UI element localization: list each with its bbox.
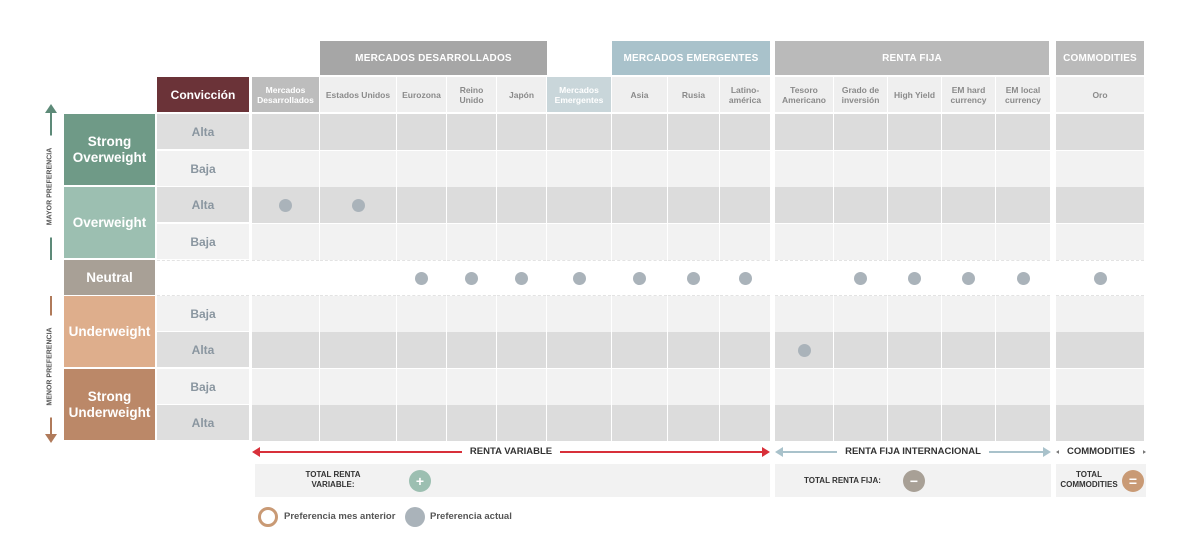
conviction-label: Baja [157,224,249,259]
column-divider [396,114,397,441]
group-header-1: MERCADOS EMERGENTES [612,41,770,75]
grid-cell [720,405,770,441]
grid-cell [668,114,719,150]
grid-cell [397,114,446,150]
column-header-1: Estados Unidos [320,77,396,112]
grid-cell [1056,332,1144,368]
grid-cell [612,187,667,223]
current-preference-dot [798,344,811,357]
column-divider [774,114,775,441]
column-divider [319,114,320,441]
grid-cell [497,224,546,260]
grid-cell [996,369,1050,405]
grid-cell [497,296,546,332]
level-neutral: Neutral [64,260,155,295]
grid-cell [720,151,770,187]
grid-cell [996,332,1050,368]
grid-cell [447,296,496,332]
renta-fija-arrow-left-arrow-icon [775,447,783,457]
renta-variable-arrow-left-arrow-icon [252,447,260,457]
grid-cell [252,332,319,368]
grid-cell [888,114,941,150]
current-preference-dot [687,272,700,285]
total-rv-label: TOTAL RENTA VARIABLE: [305,470,361,489]
grid-cell [320,332,396,368]
conviccion-header: Convicción [157,77,249,112]
grid-cell [1056,296,1144,332]
grid-cell [547,405,611,441]
grid-cell [612,332,667,368]
grid-cell [447,405,496,441]
grid-cell [942,332,995,368]
level-overweight: Overweight [64,187,155,258]
grid-cell [888,369,941,405]
column-divider [719,114,720,441]
grid-cell [320,224,396,260]
renta-variable-arrow-label: RENTA VARIABLE [462,446,560,457]
column-divider [887,114,888,441]
grid-cell [834,405,887,441]
grid-cell [612,369,667,405]
grid-cell [447,187,496,223]
grid-cell [397,332,446,368]
grid-cell [942,405,995,441]
conviction-label: Baja [157,369,249,404]
grid-cell [668,187,719,223]
axis-down-arrow-icon [45,434,57,443]
grid-cell [612,151,667,187]
grid-cell [252,114,319,150]
grid-cell [775,369,833,405]
grid-cell [720,187,770,223]
group-header-3: COMMODITIES [1056,41,1144,75]
current-preference-icon [405,507,425,527]
grid-cell [942,296,995,332]
grid-cell [1056,224,1144,260]
column-divider [833,114,834,441]
current-preference-dot [854,272,867,285]
grid-cell [942,114,995,150]
column-divider [995,114,996,441]
grid-cell [1056,369,1144,405]
grid-cell [775,114,833,150]
current-preference-dot [465,272,478,285]
grid-cell [497,151,546,187]
conviction-label: Baja [157,151,249,186]
grid-cell [834,332,887,368]
total-rf-label: TOTAL RENTA FIJA: [804,476,881,485]
column-header-6: Asia [612,77,667,112]
column-header-13: EM local currency [996,77,1050,112]
current-preference-dot [908,272,921,285]
grid-cell [834,114,887,150]
total-com-equal-icon: = [1122,470,1144,492]
renta-fija-arrow-label-wrap [823,444,1003,458]
grid-cell [888,332,941,368]
grid-cell [720,224,770,260]
column-header-9: Tesoro Americano [775,77,833,112]
grid-cell [497,114,546,150]
grid-cell [497,332,546,368]
grid-cell [252,296,319,332]
column-header-12: EM hard currency [942,77,995,112]
grid-cell [612,296,667,332]
current-preference-dot [279,199,292,212]
group-header-2: RENTA FIJA [775,41,1049,75]
grid-cell [1056,151,1144,187]
grid-cell [888,405,941,441]
grid-cell [397,224,446,260]
conviction-label: Alta [157,405,249,440]
grid-cell [447,332,496,368]
grid-cell [996,296,1050,332]
current-preference-dot [1017,272,1030,285]
column-divider [667,114,668,441]
grid-cell [320,369,396,405]
grid-cell [668,405,719,441]
grid-cell [834,224,887,260]
column-divider [1055,114,1056,441]
conviction-label: Alta [157,114,249,149]
conviction-label: Baja [157,296,249,331]
grid-cell [720,114,770,150]
grid-cell [612,114,667,150]
grid-cell [497,369,546,405]
current-preference-dot [633,272,646,285]
grid-cell [888,224,941,260]
renta-fija-arrow-label: RENTA FIJA INTERNACIONAL [837,446,989,457]
column-header-11: High Yield [888,77,941,112]
grid-cell [252,369,319,405]
grid-cell [1056,405,1144,441]
grid-cell [888,187,941,223]
grid-cell [834,296,887,332]
grid-cell [252,260,319,296]
level-strong-overweight: Strong Overweight [64,114,155,185]
grid-cell [320,114,396,150]
grid-cell [775,151,833,187]
grid-cell [996,187,1050,223]
grid-cell [996,224,1050,260]
current-preference-dot [962,272,975,285]
grid-cell [668,332,719,368]
grid-cell [397,405,446,441]
grid-cell [320,260,396,296]
current-preference-dot [515,272,528,285]
grid-cell [547,187,611,223]
current-preference-dot [573,272,586,285]
grid-cell [775,187,833,223]
grid-cell [397,151,446,187]
column-divider [546,114,547,441]
grid-cell [320,151,396,187]
grid-cell [668,296,719,332]
grid-cell [252,224,319,260]
grid-cell [668,369,719,405]
grid-cell [252,405,319,441]
column-divider [611,114,612,441]
column-header-2: Eurozona [397,77,446,112]
grid-cell [996,151,1050,187]
legend-current: Preferencia actual [430,511,512,522]
grid-cell [775,224,833,260]
level-strong-underweight: Strong Underweight [64,369,155,440]
grid-cell [720,369,770,405]
grid-cell [888,296,941,332]
renta-variable-arrow-label-wrap [421,444,601,458]
grid-cell [397,369,446,405]
grid-cell [996,405,1050,441]
grid-cell [547,114,611,150]
total-rf-minus-icon: − [903,470,925,492]
grid-cell [720,332,770,368]
grid-cell [447,224,496,260]
conviction-label: Alta [157,332,249,367]
column-header-0: Mercados Desarrollados [252,77,319,112]
grid-cell [612,224,667,260]
grid-cell [775,405,833,441]
grid-cell [720,296,770,332]
current-preference-dot [1094,272,1107,285]
grid-cell [547,151,611,187]
grid-cell [1056,114,1144,150]
grid-cell [252,151,319,187]
grid-cell [1056,187,1144,223]
column-header-8: Latino-américa [720,77,770,112]
grid-cell [397,296,446,332]
current-preference-dot [352,199,365,212]
grid-cell [942,151,995,187]
renta-variable-arrow-right-arrow-icon [762,447,770,457]
grid-cell [547,296,611,332]
grid-cell [547,224,611,260]
group-header-0: MERCADOS DESARROLLADOS [320,41,547,75]
grid-cell [612,405,667,441]
column-header-3: Reino Unido [447,77,496,112]
grid-cell [834,369,887,405]
grid-cell [834,151,887,187]
grid-cell [320,405,396,441]
column-divider [496,114,497,441]
grid-cell [497,187,546,223]
grid-cell [497,405,546,441]
commodities-arrow-label: COMMODITIES [1059,446,1143,457]
grid-cell [996,114,1050,150]
current-preference-dot [415,272,428,285]
grid-cell [397,187,446,223]
grid-cell [447,114,496,150]
grid-cell [547,332,611,368]
column-header-14: Oro [1056,77,1144,112]
conviction-label: Alta [157,187,249,222]
total-com-label: TOTAL COMMODITIES [1060,470,1118,489]
column-header-4: Japón [497,77,546,112]
axis-top-label: MAYOR PREFERENCIA [47,136,56,238]
previous-preference-icon [258,507,278,527]
column-header-5: Mercados Emergentes [547,77,611,112]
grid-cell [668,224,719,260]
conviction-cell-empty [157,260,249,296]
grid-cell [834,187,887,223]
commodities-arrow-label-wrap [1011,444,1191,458]
grid-cell [668,151,719,187]
current-preference-dot [739,272,752,285]
column-divider [941,114,942,441]
column-header-10: Grado de inversión [834,77,887,112]
grid-cell [942,187,995,223]
total-rv-plus-icon: + [409,470,431,492]
grid-cell [320,296,396,332]
grid-cell [775,260,833,296]
axis-up-arrow-icon [45,104,57,113]
legend-previous: Preferencia mes anterior [284,511,396,522]
column-divider [446,114,447,441]
grid-cell [888,151,941,187]
grid-cell [447,369,496,405]
grid-cell [775,296,833,332]
grid-cell [447,151,496,187]
grid-cell [942,369,995,405]
grid-cell [942,224,995,260]
grid-cell [547,369,611,405]
column-header-7: Rusia [668,77,719,112]
level-underweight: Underweight [64,296,155,367]
axis-bottom-label: MENOR PREFERENCIA [47,316,56,418]
